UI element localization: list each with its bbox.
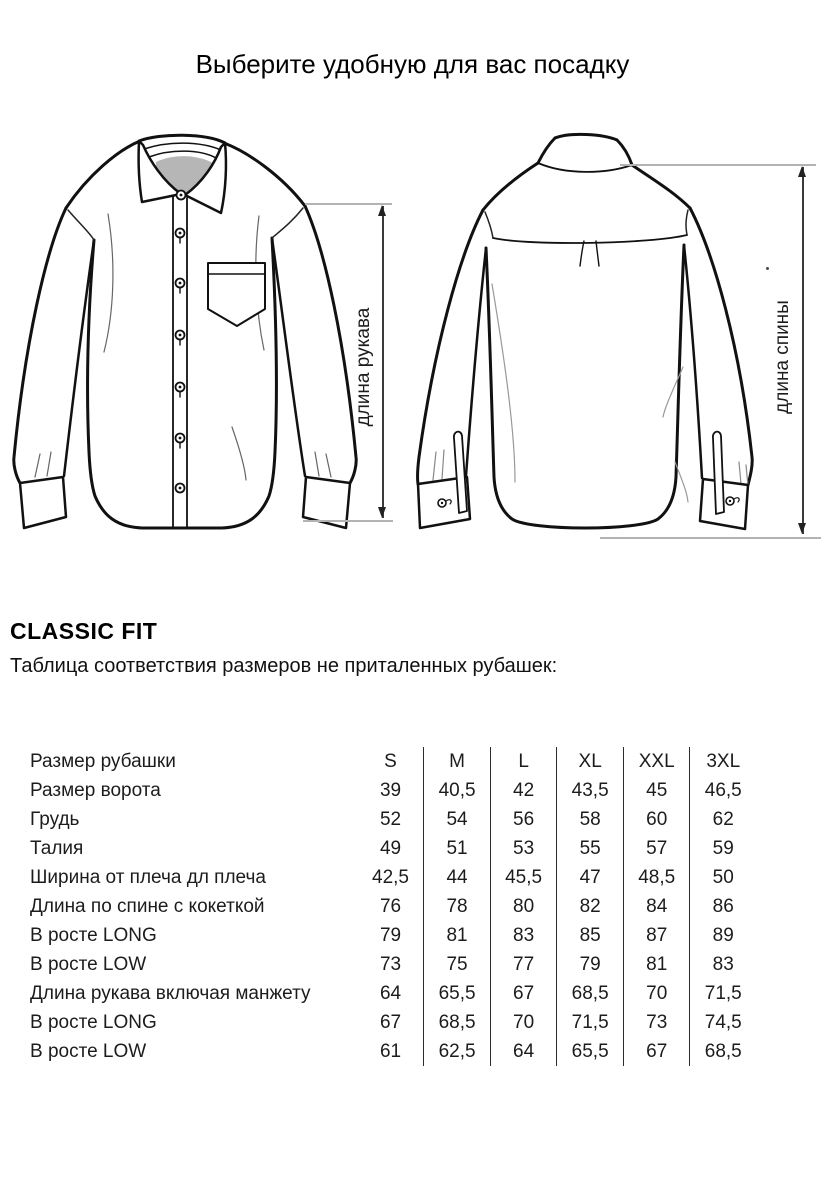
size-cell: 50	[712, 867, 734, 888]
size-cell: 60	[624, 805, 691, 834]
stray-dot	[766, 267, 769, 270]
size-table	[30, 747, 756, 1066]
size-cell: 73	[624, 1008, 691, 1037]
table-row	[30, 1037, 756, 1066]
size-cell: 54	[424, 805, 491, 834]
size-cell: 68,5	[424, 1008, 491, 1037]
arrow-down-icon	[798, 523, 806, 534]
table-row	[30, 805, 756, 834]
size-cell: 42,5	[358, 863, 425, 892]
size-cell: 70	[624, 979, 691, 1008]
sleeve-length-label: длина рукава	[353, 307, 374, 427]
size-cell: 42	[491, 776, 558, 805]
row-label: Ширина от плеча дл плеча	[30, 867, 266, 888]
size-cell: 61	[358, 1037, 425, 1066]
size-cell: 39	[358, 776, 425, 805]
measure-tick-bottom	[600, 537, 821, 539]
table-row	[30, 1008, 756, 1037]
size-cell: 40,5	[424, 776, 491, 805]
table-subtitle: Таблица соответствия размеров не приталенных рубашек:	[10, 655, 558, 677]
size-cell: 59	[712, 838, 734, 859]
size-cell: 67	[491, 979, 558, 1008]
size-cell: 74,5	[704, 1012, 742, 1033]
table-row	[30, 979, 756, 1008]
size-cell: M	[424, 747, 491, 776]
page-title: Выберите удобную для вас посадку	[195, 49, 630, 79]
arrow-up-icon	[378, 205, 386, 216]
size-cell: 71,5	[557, 1008, 624, 1037]
row-label: Размер рубашки	[30, 751, 176, 772]
row-label: В росте LONG	[30, 1012, 157, 1033]
size-cell: 62	[712, 809, 734, 830]
size-cell: 45,5	[491, 863, 558, 892]
size-cell: 57	[624, 834, 691, 863]
size-cell: 83	[491, 921, 558, 950]
size-cell: 46,5	[704, 780, 742, 801]
size-cell: 43,5	[557, 776, 624, 805]
classic-fit-heading: CLASSIC FIT	[10, 618, 158, 644]
size-cell: 79	[358, 921, 425, 950]
size-cell: 67	[624, 1037, 691, 1066]
size-cell: 80	[491, 892, 558, 921]
row-label: Длина по спине с кокеткой	[30, 896, 265, 917]
size-cell: 48,5	[624, 863, 691, 892]
size-cell: 70	[491, 1008, 558, 1037]
size-cell: 68,5	[704, 1041, 742, 1062]
size-cell: 84	[624, 892, 691, 921]
size-cell: 76	[358, 892, 425, 921]
table-row	[30, 776, 756, 805]
row-label: Длина рукава включая манжету	[30, 983, 311, 1004]
size-cell: 77	[491, 950, 558, 979]
row-label: Талия	[30, 838, 84, 859]
size-cell: 65,5	[557, 1037, 624, 1066]
size-cell: 82	[557, 892, 624, 921]
size-cell: 64	[358, 979, 425, 1008]
size-cell: 53	[491, 834, 558, 863]
size-cell: 79	[557, 950, 624, 979]
table-row	[30, 834, 756, 863]
size-cell: 51	[424, 834, 491, 863]
size-cell: 45	[624, 776, 691, 805]
table-row	[30, 892, 756, 921]
size-cell: 89	[712, 925, 734, 946]
row-label: В росте LOW	[30, 1041, 147, 1062]
arrow-down-icon	[378, 507, 386, 518]
size-cell: 62,5	[424, 1037, 491, 1066]
table-row	[30, 921, 756, 950]
measure-tick-top	[620, 164, 816, 166]
arrow-up-icon	[798, 166, 806, 177]
measure-tick-bottom	[303, 520, 393, 522]
size-cell: L	[491, 747, 558, 776]
back-length-label: длина спины	[772, 300, 793, 414]
size-cell: 85	[557, 921, 624, 950]
size-cell: 87	[624, 921, 691, 950]
size-cell: 81	[624, 950, 691, 979]
size-cell: S	[358, 747, 425, 776]
size-cell: 86	[712, 896, 734, 917]
size-cell: 78	[424, 892, 491, 921]
size-cell: 58	[557, 805, 624, 834]
size-cell: 64	[491, 1037, 558, 1066]
size-cell: 52	[358, 805, 425, 834]
size-cell: 3XL	[706, 751, 741, 772]
size-cell: 55	[557, 834, 624, 863]
size-cell: 81	[424, 921, 491, 950]
size-cell: 49	[358, 834, 425, 863]
row-label: В росте LOW	[30, 954, 147, 975]
size-cell: 67	[358, 1008, 425, 1037]
size-cell: 73	[358, 950, 425, 979]
size-cell: 71,5	[704, 983, 742, 1004]
size-cell: 65,5	[424, 979, 491, 1008]
shirt-front-drawing-icon	[10, 132, 360, 542]
measure-arrow-line	[802, 167, 804, 534]
size-cell: 68,5	[557, 979, 624, 1008]
row-label: В росте LONG	[30, 925, 157, 946]
size-cell: 47	[557, 863, 624, 892]
size-cell: 56	[491, 805, 558, 834]
size-cell: 83	[712, 954, 734, 975]
size-cell: XL	[557, 747, 624, 776]
size-cell: XXL	[624, 747, 691, 776]
row-label: Размер ворота	[30, 780, 161, 801]
size-cell: 44	[424, 863, 491, 892]
row-label: Грудь	[30, 809, 80, 830]
table-row	[30, 863, 756, 892]
table-row	[30, 950, 756, 979]
shirt-back-drawing-icon	[400, 132, 770, 544]
table-header-row	[30, 747, 756, 776]
measure-arrow-line	[382, 206, 384, 518]
size-cell: 75	[424, 950, 491, 979]
